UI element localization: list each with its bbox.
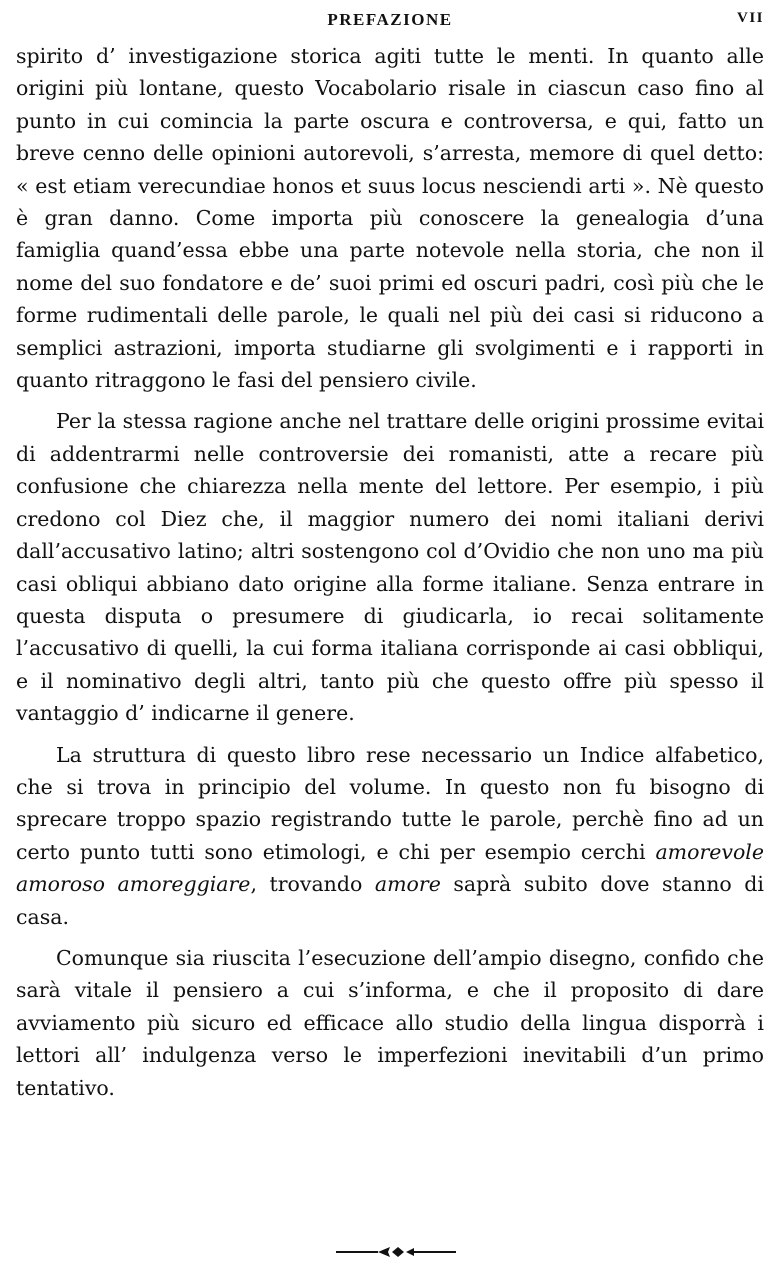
paragraph-3 bbox=[16, 739, 764, 933]
paragraph-4-text: Comunque sia riuscita l’esecuzione dell’ampio disegno, confido che sarà vitale il pensiero a cui s’informa, e che il proposito di dare avviamento più sicuro ed efficace allo studio della lingua disporrà i lettori all’ indulgenza verso le imperfezioni inevitabili d’un primo tentativo. bbox=[16, 945, 764, 1100]
paragraph-4 bbox=[16, 942, 764, 1104]
paragraph-1 bbox=[16, 40, 764, 396]
paragraph-3-text-b: , trovando bbox=[250, 872, 375, 897]
paragraph-2-text: Per la stessa ragione anche nel trattare delle origini prossime evitai di addentrarmi nelle controversie dei romanisti, atte a recare più confusione che chiarezza nella mente del lettore. Per esempio, i più credono col Diez che, il maggior numero dei nomi italiani derivi dall’accusativo latino; altri sostengono col d’Ovidio che non uno ma più casi obliqui abbiano dato origine alla forme italiane. Senza entrare in questa disputa o presumere di giudicarla, io recai solitamente l’accusativo di quelli, la cui forma italiana corrisponde ai casi obbliqui, e il nominativo degli altri, tanto più che questo offre più spesso il vantaggio d’ indicarne il genere. bbox=[16, 409, 764, 726]
page-number: VII bbox=[736, 10, 764, 26]
paragraph-2 bbox=[16, 405, 764, 729]
paragraph-3-italic-words: amorevole amoroso amoreggiare bbox=[16, 839, 764, 897]
paragraph-3-text-a: La struttura di questo libro rese necessario un Indice alfabetico, che si trova in principio del volume. In questo non fu bisogno di sprecare troppo spazio registrando tutte le parole, perchè fino ad un certo punto tutti sono etimologi, e chi per esempio cerchi bbox=[16, 742, 764, 864]
document-page bbox=[16, 6, 764, 1104]
paragraph-3-text-c: saprà subito dove stanno di casa. bbox=[16, 872, 764, 929]
paragraph-1-text: spirito d’ investigazione storica agiti tutte le menti. In quanto alle origini più lontane, questo Vocabolario risale in ciascun caso fino al punto in cui comincia la parte oscura e controversa, e qui, fatto un breve cenno delle opinioni autorevoli, s’arresta, memore di quel detto: « est etiam verecundiae honos et suus locus nesciendi arti ». Nè questo è gran danno. Come importa più conoscere la genealogia d’una famiglia quand’essa ebbe una parte notevole nella storia, che non il nome del suo fondatore e de’ suoi primi ed oscuri padri, così più che le forme rudimentali delle parole, le quali nel più dei casi si riducono a semplici astrazioni, importa studiarne gli svolgimenti e i rapporti in quanto ritraggono le fasi del pensiero civile. bbox=[16, 44, 764, 393]
end-ornament-icon bbox=[336, 1244, 456, 1260]
page-title: PREFAZIONE bbox=[327, 10, 453, 29]
paragraph-3-italic-amore: amore bbox=[374, 872, 441, 897]
running-header bbox=[16, 6, 764, 40]
